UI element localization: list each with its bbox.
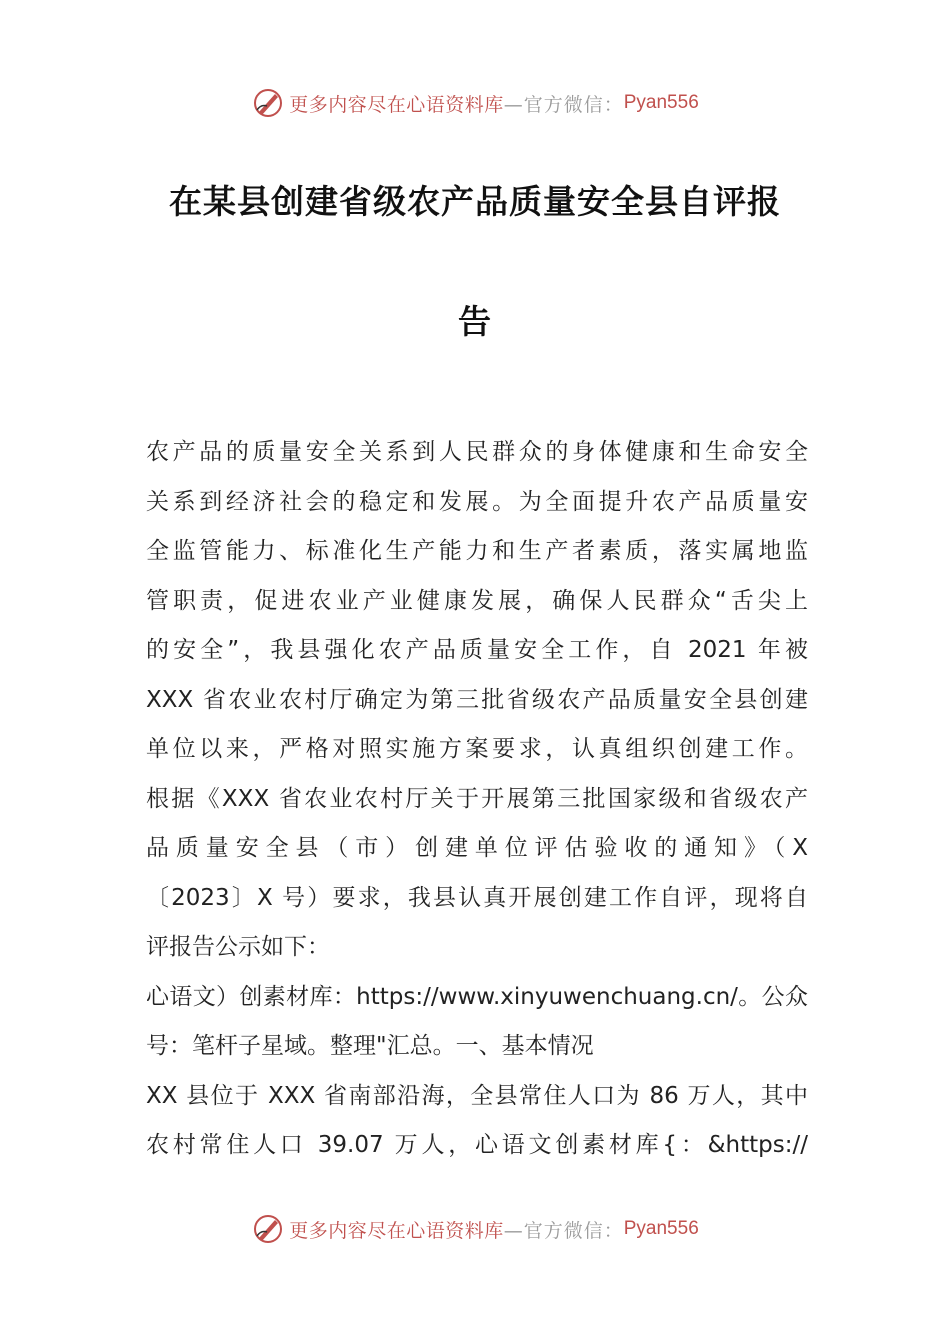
footer-watermark-banner: [0, 1209, 950, 1249]
body-line: XX 县位于 XXX 省南部沿海，全县常住人口为 86 万人，其中: [146, 1082, 808, 1109]
pen-logo-icon: [251, 86, 285, 120]
banner-main-text: 更多内容尽在心语资料库: [289, 1219, 504, 1242]
body-line: 管职责，促进农业产业健康发展，确保人民群众“舌尖上: [146, 587, 808, 614]
body-paragraph: [146, 428, 808, 1171]
body-line: 〔2023〕X 号）要求，我县认真开展创建工作自评，现将自: [146, 884, 808, 911]
body-line: 关系到经济社会的稳定和发展。为全面提升农产品质量安: [146, 488, 808, 515]
body-line: 农村常住人口 39.07 万人，心语文创素材库{：&https://: [146, 1132, 808, 1158]
banner-wechat-id: Pyan556: [623, 92, 699, 113]
body-line: 品质量安全县（市）创建单位评估验收的通知》（X: [146, 835, 808, 861]
body-line: XXX 省农业农村厅确定为第三批省级农产品质量安全县创建: [146, 686, 808, 713]
body-line: 农产品的质量安全关系到人民群众的身体健康和生命安全: [146, 439, 808, 465]
banner-wechat-id: Pyan556: [623, 1218, 699, 1239]
document-title-line-2: 告: [458, 302, 492, 341]
body-line: 评报告公示如下：: [146, 934, 330, 960]
pen-logo-icon: [251, 1212, 285, 1246]
document-title-line-1: 在某县创建省级农产品质量安全县自评报: [169, 182, 781, 221]
banner-main-text: 更多内容尽在心语资料库: [289, 93, 504, 116]
body-line: 根据《XXX 省农业农村厅关于开展第三批国家级和省级农产: [146, 785, 808, 812]
banner-sub-text: —官方微信：: [503, 93, 624, 116]
body-line-url: 心语文）创素材库：https://www.xinyuwenchuang.cn/。公众: [146, 983, 808, 1010]
header-watermark-banner: [0, 83, 950, 123]
body-line: 的安全”，我县强化农产品质量安全工作，自 2021 年被: [146, 637, 808, 663]
body-line: 号：笔杆子星域。整理"汇总。一、基本情况: [146, 1033, 594, 1059]
body-line: 单位以来，严格对照实施方案要求，认真组织创建工作。: [146, 736, 808, 762]
banner-sub-text: —官方微信：: [503, 1219, 624, 1242]
body-line: 全监管能力、标准化生产能力和生产者素质，落实属地监: [146, 538, 808, 564]
